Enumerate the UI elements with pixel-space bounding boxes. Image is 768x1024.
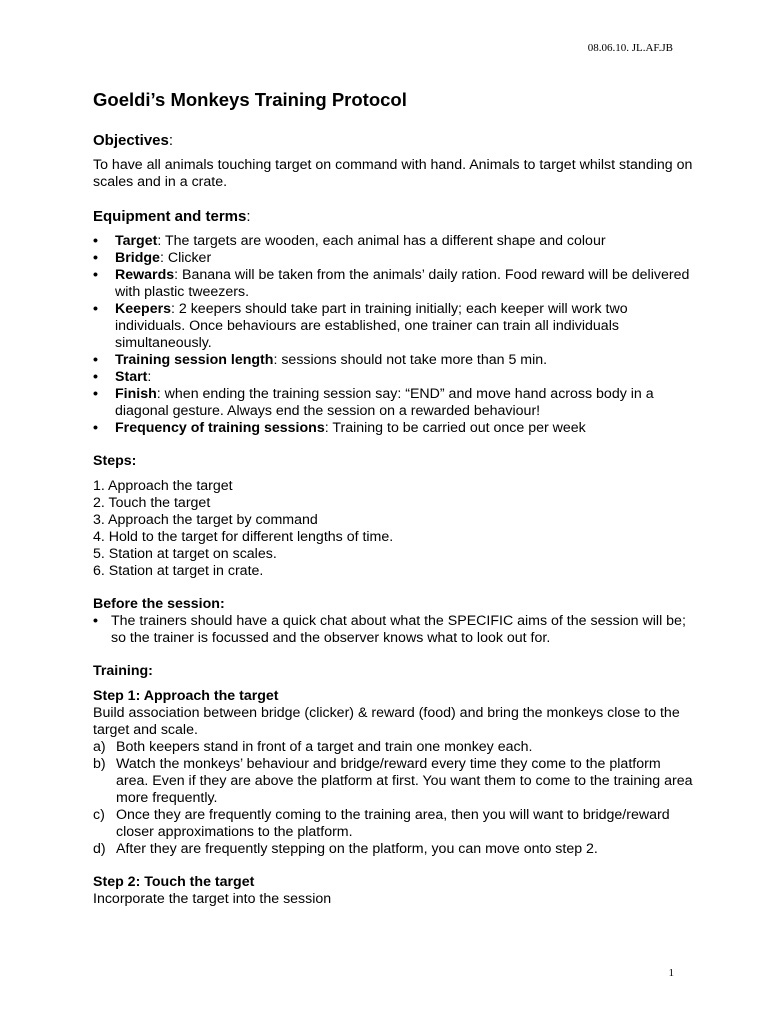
objectives-text: To have all animals touching target on command with hand. Animals to target whilst standing on scales and in a crate. [93, 157, 693, 190]
step1-list [93, 739, 693, 858]
list-item: • Keepers: 2 keepers should take part in training initially; each keeper will work two individuals. Once behaviours are established, one trainer can train all individuals simultaneously. [93, 301, 693, 352]
list-item: • Start: [93, 369, 693, 386]
list-item: 5. Station at target on scales. [93, 546, 277, 562]
list-item: c) Once they are frequently coming to the training area, then you will want to bridge/reward closer approximations to the platform. [93, 807, 670, 840]
list-item: a) Both keepers stand in front of a target and train one monkey each. [93, 739, 533, 755]
equipment-heading: Equipment and terms: [93, 208, 251, 225]
training-heading: Training: [93, 663, 153, 679]
list-item: b) Watch the monkeys’ behaviour and bridge/reward every time they come to the platform area. Even if they are above the platform at first. You want them to come to the training area more frequently. [93, 756, 693, 806]
step1-heading: Step 1: Approach the target [93, 688, 279, 704]
list-item: 3. Approach the target by command [93, 512, 318, 528]
list-item: 4. Hold to the target for different lengths of time. [93, 529, 394, 545]
objectives-heading: Objectives: [93, 132, 174, 149]
step2-heading: Step 2: Touch the target [93, 874, 255, 890]
document-reference: 08.06.10. JL.AF.JB [587, 42, 673, 54]
list-item: • Finish: when ending the training session say: “END” and move hand across body in a diagonal gesture. Always end the session on a rewarded behaviour! [93, 386, 693, 420]
steps-list [93, 478, 693, 580]
list-item: 6. Station at target in crate. [93, 563, 264, 579]
step1-intro: Build association between bridge (clicker) & reward (food) and bring the monkeys close to the target and scale. [93, 705, 680, 738]
steps-heading: Steps: [93, 453, 137, 469]
step2-intro: Incorporate the target into the session [93, 891, 332, 907]
document-content [93, 88, 693, 908]
list-item: • Training session length: sessions should not take more than 5 min. [93, 352, 693, 369]
list-item: 1. Approach the target [93, 478, 233, 494]
page-title: Goeldi’s Monkeys Training Protocol [93, 89, 407, 110]
list-item: • Rewards: Banana will be taken from the animals’ daily ration. Food reward will be delivered with plastic tweezers. [93, 267, 693, 301]
list-item: • Frequency of training sessions: Training to be carried out once per week [93, 420, 693, 437]
list-item: • Bridge: Clicker [93, 250, 693, 267]
equipment-list [93, 233, 693, 437]
list-item: • Target: The targets are wooden, each animal has a different shape and colour [93, 233, 693, 250]
list-item: d) After they are frequently stepping on the platform, you can move onto step 2. [93, 841, 598, 857]
list-item: • The trainers should have a quick chat about what the SPECIFIC aims of the session will be; so the trainer is focussed and the observer knows what to look out for. [93, 613, 693, 647]
list-item: 2. Touch the target [93, 495, 211, 511]
page-number: 1 [668, 967, 674, 979]
before-session-heading: Before the session: [93, 596, 225, 612]
before-session-list [93, 613, 693, 647]
